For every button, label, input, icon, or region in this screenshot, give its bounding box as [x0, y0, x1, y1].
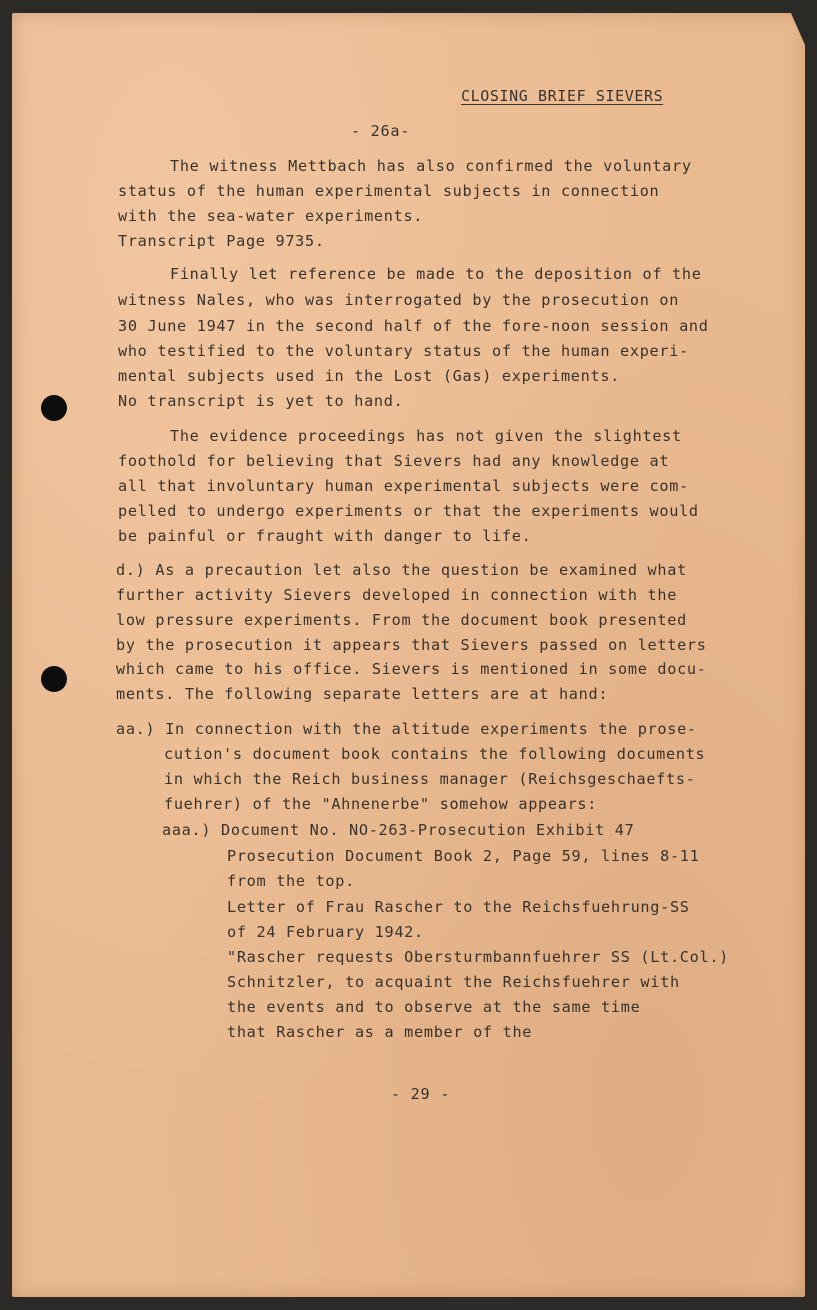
text-line: by the prosecution it appears that Sievers passed on letters [116, 636, 707, 654]
punch-hole-icon [41, 395, 67, 421]
text-line: Schnitzler, to acquaint the Reichsfuehrer with [227, 973, 680, 991]
text-line: which came to his office. Sievers is mentioned in some docu- [116, 660, 707, 678]
text-line: 30 June 1947 in the second half of the fore-noon session and [118, 317, 709, 335]
text-line: who testified to the voluntary status of the human experi- [118, 342, 689, 360]
text-line: further activity Sievers developed in connection with the [116, 586, 678, 604]
text-line: aaa.) Document No. NO-263-Prosecution Exhibit 47 [162, 821, 635, 839]
text-line: Transcript Page 9735. [118, 232, 325, 250]
text-line: from the top. [227, 872, 355, 890]
text-line: that Rascher as a member of the [227, 1023, 533, 1041]
text-line: status of the human experimental subjects in connection [118, 182, 660, 200]
text-line: all that involuntary human experimental subjects were com- [118, 477, 689, 495]
text-line: the events and to observe at the same time [227, 998, 641, 1016]
text-line: witness Nales, who was interrogated by the prosecution on [118, 291, 680, 309]
text-line: The evidence proceedings has not given the slightest [170, 427, 682, 445]
text-line: foothold for believing that Sievers had any knowledge at [118, 452, 670, 470]
text-line: with the sea-water experiments. [118, 207, 424, 225]
text-line: Letter of Frau Rascher to the Reichsfuehrung-SS [227, 898, 690, 916]
text-line: cution's document book contains the following documents [164, 745, 706, 763]
torn-corner [791, 13, 805, 45]
text-line: No transcript is yet to hand. [118, 392, 404, 410]
text-line: in which the Reich business manager (Reichsgeschaefts- [164, 770, 696, 788]
text-line: Finally let reference be made to the deposition of the [170, 265, 702, 283]
text-line: The witness Mettbach has also confirmed the voluntary [170, 157, 692, 175]
text-line: d.) As a precaution let also the question be examined what [116, 561, 687, 579]
text-line: mental subjects used in the Lost (Gas) experiments. [118, 367, 621, 385]
text-line: "Rascher requests Obersturmbannfuehrer SS (Lt.Col.) [227, 948, 730, 966]
punch-hole-icon [41, 666, 67, 692]
text-line: Prosecution Document Book 2, Page 59, lines 8-11 [227, 847, 700, 865]
page-marker-top: - 26a- [351, 122, 411, 140]
text-line: aa.) In connection with the altitude experiments the prose- [116, 720, 697, 738]
text-line: pelled to undergo experiments or that the experiments would [118, 502, 699, 520]
text-line: ments. The following separate letters are at hand: [116, 685, 609, 703]
document-header: CLOSING BRIEF SIEVERS [461, 87, 664, 105]
text-line: be painful or fraught with danger to life. [118, 527, 532, 545]
text-line: of 24 February 1942. [227, 923, 424, 941]
document-page [12, 13, 805, 1297]
text-line: low pressure experiments. From the document book presented [116, 611, 687, 629]
page-number: - 29 - [391, 1085, 451, 1103]
text-line: fuehrer) of the "Ahnenerbe" somehow appears: [164, 795, 598, 813]
